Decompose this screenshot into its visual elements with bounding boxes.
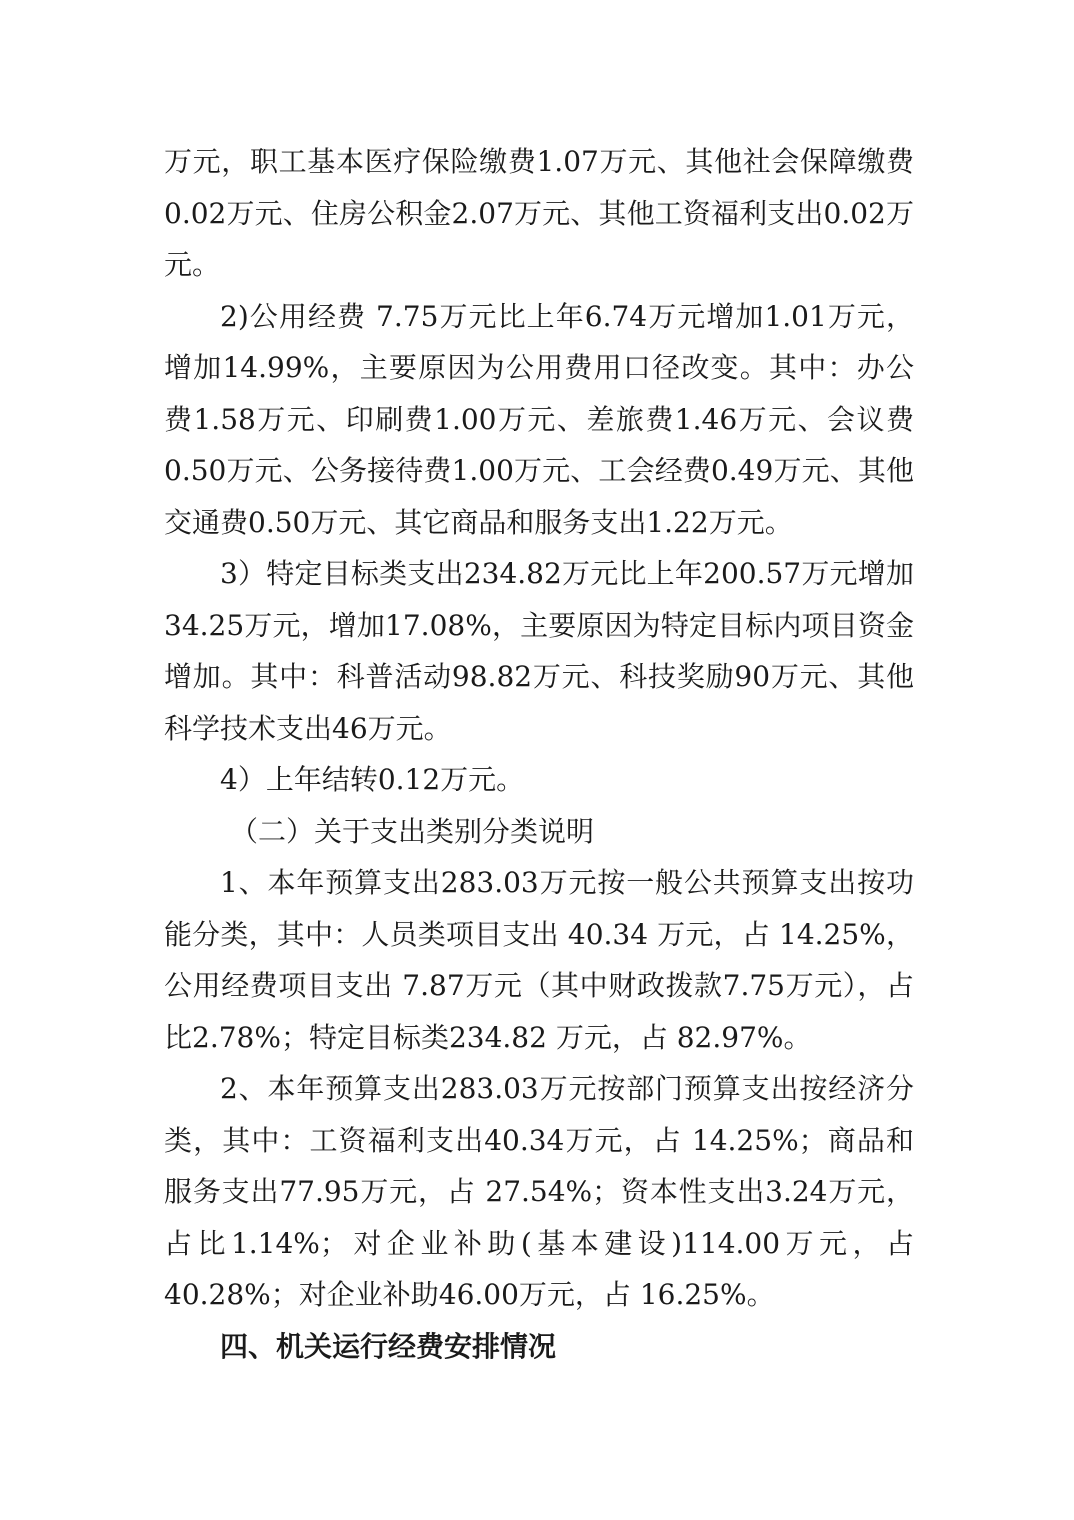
paragraph-specific-target-expenses: 3）特定目标类支出234.82万元比上年200.57万元增加34.25万元，增加17.08%，主要原因为特定目标内项目资金增加。其中：科普活动98.82万元、科技奖励90万元、其他科学技术支出46万元。: [164, 557, 914, 745]
section-subheading-expense-classification: （二）关于支出类别分类说明: [230, 814, 595, 848]
document-body: [164, 136, 914, 1372]
paragraph-continuation: 万元，职工基本医疗保险缴费1.07万元、其他社会保障缴费0.02万元、住房公积金2.07万元、其他工资福利支出0.02万元。: [164, 145, 914, 281]
paragraph-economic-classification: 2、本年预算支出283.03万元按部门预算支出按经济分类，其中：工资福利支出40.34万元，占 14.25%；商品和服务支出77.95万元，占 27.54%；资本性支出3.24万元，占比1.14%；对企业补助(基本建设)114.00万元，占 40.28%；对企业补助46.00万元，占 16.25%。: [164, 1072, 914, 1311]
paragraph-functional-classification: 1、本年预算支出283.03万元按一般公共预算支出按功能分类，其中：人员类项目支出 40.34 万元，占 14.25%，公用经费项目支出 7.87万元（其中财政拨款7.75万元），占比2.78%；特定目标类234.82 万元，占 82.97%。: [164, 866, 914, 1054]
paragraph-prior-year-carryover: 4）上年结转0.12万元。: [220, 763, 525, 796]
paragraph-public-expenses: 2)公用经费 7.75万元比上年6.74万元增加1.01万元，增加14.99%，主要原因为公用费用口径改变。其中：办公费1.58万元、印刷费1.00万元、差旅费1.46万元、会议费0.50万元、公务接待费1.00万元、工会经费0.49万元、其他交通费0.50万元、其它商品和服务支出1.22万元。: [164, 299, 914, 539]
section-heading-operating-funds: 四、机关运行经费安排情况: [220, 1329, 557, 1363]
